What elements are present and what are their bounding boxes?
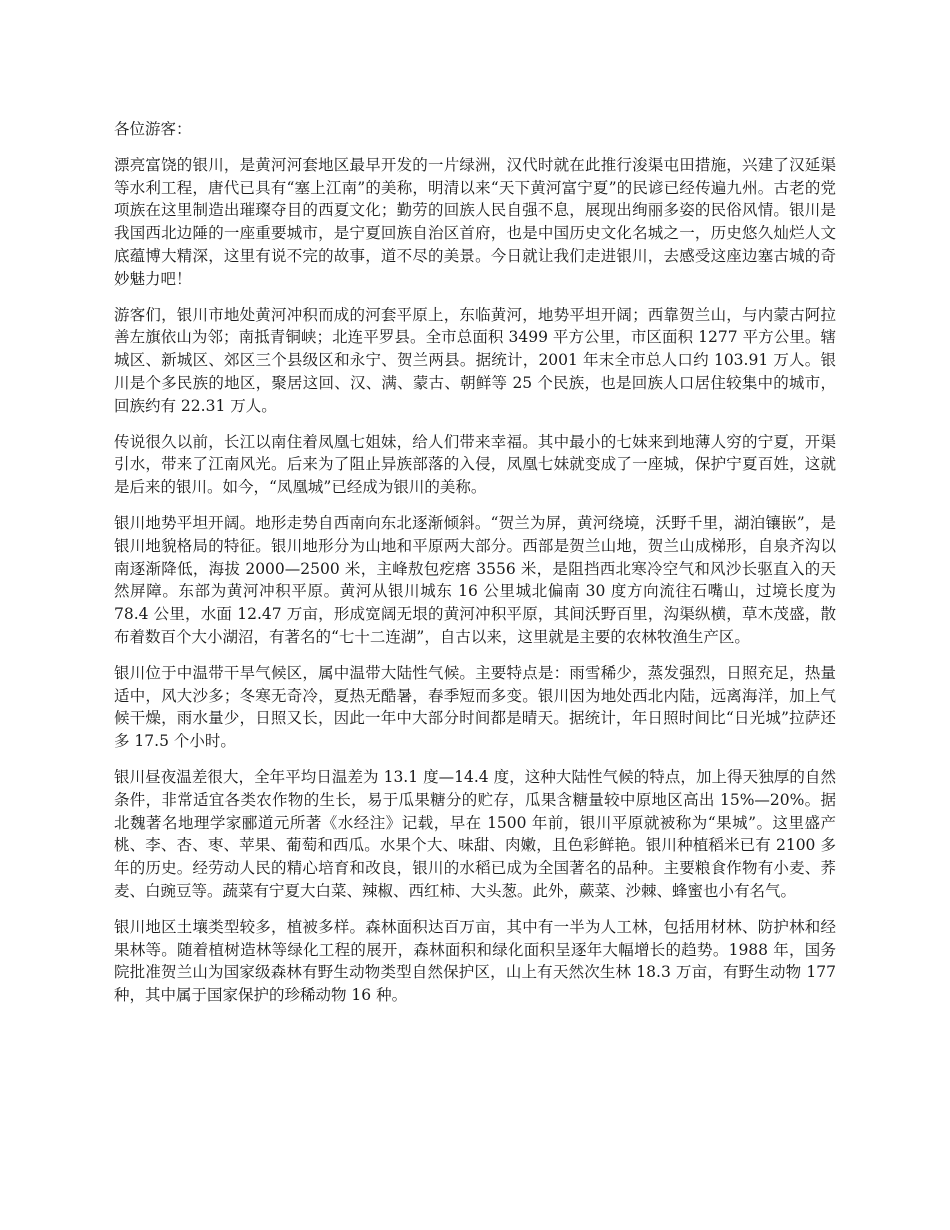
paragraph-agriculture: 银川昼夜温差很大，全年平均日温差为 13.1 度—14.4 度，这种大陆性气候的特点，加上得天独厚的自然条件，非常适宜各类农作物的生长，易于瓜果糖分的贮存，瓜果含糖量较中原地区高出 15%—20%。据北魏著名地理学家郦道元所著《水经注》记载，早在 1500 年前，银川平原就被称为“果城”。这里盛产桃、李、杏、枣、苹果、葡萄和西瓜。水果个大、味甜、肉嫩，且色彩鲜艳。银川种植稻米已有 2100 多年的历史。经劳动人民的精心培育和改良，银川的水稻已成为全国著名的品种。主要粮食作物有小麦、荞麦、白豌豆等。蔬菜有宁夏大白菜、辣椒、西红柿、大头葱。此外，蕨菜、沙棘、蜂蜜也小有名气。 (114, 767, 836, 900)
paragraph-geography: 游客们，银川市地处黄河冲积而成的河套平原上，东临黄河，地势平坦开阔；西靠贺兰山，与内蒙古阿拉善左旗依山为邻；南抵青铜峡；北连平罗县。全市总面积 3499 平方公里，市区面积 1277 平方公里。辖城区、新城区、郊区三个县级区和永宁、贺兰两县。据统计，2001 年末全市总人口约 103.91 万人。银川是个多民族的地区，聚居这回、汉、满、蒙古、朝鲜等 25 个民族，也是回族人口居住较集中的城市，回族约有 22.31 万人。 (114, 305, 836, 415)
paragraph-legend: 传说很久以前，长江以南住着凤凰七姐妹，给人们带来幸福。其中最小的七妹来到地薄人穷的宁夏，开渠引水，带来了江南风光。后来为了阻止异族部落的入侵，凤凰七妹就变成了一座城，保护宁夏百姓，这就是后来的银川。如今，“凤凰城”已经成为银川的美称。 (114, 432, 836, 497)
greeting: 各位游客： (114, 120, 192, 138)
paragraph-terrain: 银川地势平坦开阔。地形走势自西南向东北逐渐倾斜。“贺兰为屏，黄河绕境，沃野千里，湖泊镶嵌”，是银川地貌格局的特征。银川地形分为山地和平原两大部分。西部是贺兰山地，贺兰山成梯形，自泉齐沟以南逐渐降低，海拔 2000—2500 米，主峰敖包疙瘩 3556 米，是阻挡西北寒冷空气和风沙长驱直入的天然屏障。东部为黄河冲积平原。黄河从银川城东 16 公里城北偏南 30 度方向流往石嘴山，过境长度为 78.4 公里，水面 12.47 万亩，形成宽阔无垠的黄河冲积平原，其间沃野百里，沟渠纵横，草木茂盛，散布着数百个大小湖沼，有著名的“七十二连湖”，自古以来，这里就是主要的农林牧渔生产区。 (114, 513, 836, 646)
document-body (114, 118, 836, 1020)
paragraph-climate: 银川位于中温带干旱气候区，属中温带大陆性气候。主要特点是：雨雪稀少，蒸发强烈，日照充足，热量适中，风大沙多；冬寒无奇冷，夏热无酷暑，春季短而多变。银川因为地处西北内陆，远离海洋，加上气候干燥，雨水量少，日照又长，因此一年中大部分时间都是晴天。据统计，年日照时间比“日光城”拉萨还多 17.5 个小时。 (114, 663, 836, 751)
paragraph-vegetation: 银川地区土壤类型较多，植被多样。森林面积达百万亩，其中有一半为人工林，包括用材林、防护林和经果林等。随着植树造林等绿化工程的展开，森林面积和绿化面积呈逐年大幅增长的趋势。1988 年，国务院批准贺兰山为国家级森林有野生动物类型自然保护区，山上有天然次生林 18.3 万亩，有野生动物 177 种，其中属于国家保护的珍稀动物 16 种。 (114, 917, 836, 1005)
paragraph-intro: 漂亮富饶的银川，是黄河河套地区最早开发的一片绿洲，汉代时就在此推行浚渠屯田措施，兴建了汉延渠等水利工程，唐代已具有“塞上江南”的美称，明清以来“天下黄河富宁夏”的民谚已经传遍九州。古老的党项族在这里制造出璀璨夺目的西夏文化；勤劳的回族人民自强不息，展现出绚丽多姿的民俗风情。银川是我国西北边陲的一座重要城市，是宁夏回族自治区首府，也是中国历史文化名城之一，历史悠久灿烂人文底蕴博大精深，这里有说不完的故事，道不尽的美景。今日就让我们走进银川，去感受这座边塞古城的奇妙魅力吧！ (114, 155, 836, 288)
